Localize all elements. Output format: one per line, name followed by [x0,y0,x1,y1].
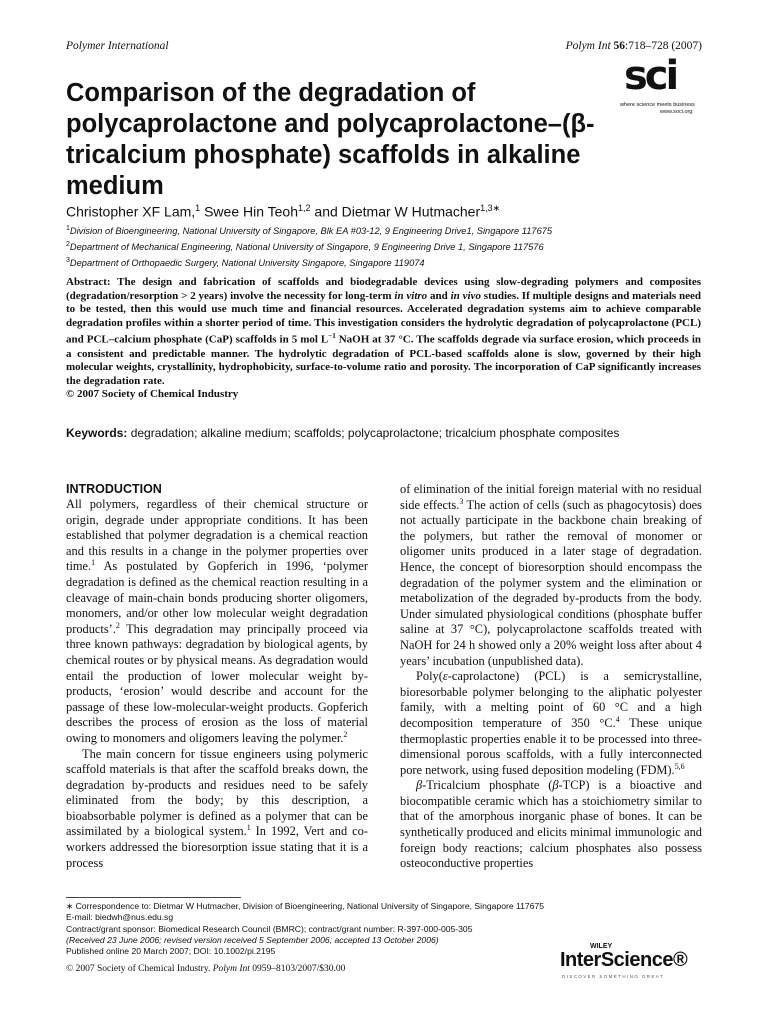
sci-tagline: where science meets business [620,102,695,108]
paragraph: of elimination of the initial foreign material with no residual side effects.$^3$ The action of cells (such as phagocytosis) does not actually participate in the backbone chain breaking of the polymers, but rather the removal of monomer or oligomer units produced in a later stage of degradation. Hence, the concept of bioresorption should encompass the degradation of the polymer system and the elimination or metabolization of the degraded by-products from the body. Under simulated physiological conditions (phosphate buffer saline at 37 °C), polycaprolactone scaffolds treated with NaOH for 24 h showed only a 20% weight loss after about 4 years’ incubation (unpublished data). [400,482,702,668]
correspondence: ∗ Correspondence to: Dietmar W Hutmacher, Division of Bioengineering, National University of Singapore, Singapore 117675 [66,901,545,911]
abstract: Abstract: The design and fabrication of scaffolds and biodegradable devices using slow-degrading polymers and composites (degradation/resorption > 2 years) involve the necessity for long-term in vitro and in vivo studies. If multiple designs and materials need to be tested, then this would use much time and financial resources. Accelerated degradation systems aim to achieve comparable degradation profiles within a shorter period of time. This investigation considers the hydrolytic degradation of polycaprolactone (PCL) and PCL–calcium phosphate (CaP) scaffolds in 5 mol $L^{-1}$ NaOH at 37 °C. The scaffolds degrade via surface erosion, which proceeds in a consistent and predictable manner. The hydrolytic degradation of PCL-based scaffolds alone is slow, governed by their high molecular weights, crystallinity, hydrophobicity, surface-to-volume ratio and porosity. The incorporation of CaP significantly increases the degradation rate. © 2007 Society of Chemical Industry [66,276,701,401]
paragraph: All polymers, regardless of their chemical structure or origin, degrade under appropriate conditions. It has been established that polymer degradation is a chemical reaction and this results in a change in the polymer properties over time.$^1$ As postulated by Gopferich in 1996, ‘polymer degradation is defined as the chemical reaction resulting in a cleavage of main-chain bonds producing shorter oligomers, monomers, and/or other low molecular weight degradation products’.$^2$ This degradation may principally proceed via three known pathways: degradation by biological agents, by chemical routes or by physical means. As degradation would entail the production of lower molecular weight by-products, ‘erosion’ would describe and account for the passage of these low-molecular-weight products. Gopferich describes the process of erosion as the loss of material owing to monomers and oligomers leaving the polymer.$^2$ [66,497,368,745]
wiley-interscience-logo [560,943,710,983]
author: Swee Hin Teoh [204,203,298,220]
published-online: Published online 20 March 2007; DOI: 10.1002/pi.2195 [66,946,276,957]
interscience-brand: InterScience® [560,949,688,971]
footnotes [66,901,586,957]
grant: Contract/grant sponsor: Biomedical Research Council (BMRC); contract/grant number: R-397-000-005-305 [66,923,473,934]
paragraph: The main concern for tissue engineers using polymeric scaffold materials is that after the scaffold breaks down, the degradation by-products and residues need to be safely eliminated from the body; by this description, a bioabsorbable polymer is defined as a polymer that can be assimilated by a biological system.$^1$ In 1992, Vert and co-workers addressed the bioresorption issue stating that it is a process [66,746,368,870]
journal-name: Polymer International [66,40,169,52]
citation: Polym Int 56:718–728 (2007) [565,40,702,52]
running-header [66,40,702,56]
keywords [66,426,706,440]
keywords-text: degradation; alkaline medium; scaffolds; polycaprolactone; tricalcium phosphate composites [127,426,620,440]
sci-logo-mark: sci [624,53,677,99]
paragraph: β-Tricalcium phosphate (β-TCP) is a bioactive and biocompatible ceramic which has a stoichiometry similar to that of the amorphous inorganic phase of bones. It can be synthetically produced and elicits minimal immunologic and foreign body reactions; calcium phosphates also possess osteoconductive properties [400,778,703,871]
footnote-rule [66,897,241,898]
article-title: Comparison of the degradation of polycaprolactone and polycaprolactone–(β-tricalcium phosphate) scaffolds in alkaline medium [66,79,595,200]
footer-copyright: © 2007 Society of Chemical Industry. Polym Int 0959–8103/2007/$30.00 [66,964,346,974]
affiliation: $^2$Department of Mechanical Engineering, National University of Singapore, 9 Engineering Drive 1, Singapore 117576 [66,241,544,253]
sci-url: www.soci.org [660,109,693,115]
interscience-tagline: DISCOVER SOMETHING GREAT [562,974,665,979]
wiley-label: WILEY [590,943,613,950]
email: E-mail: biedwh@nus.edu.sg [66,912,174,923]
column-right [400,482,702,872]
affiliations [66,222,706,270]
column-left [66,482,368,871]
author-list: Christopher XF Lam,$^1$ Swee Hin Teoh$^{1,2}$ and Dietmar W Hutmacher$^{1,3∗}$ [66,203,501,220]
affiliation: $^3$Department of Orthopaedic Surgery, National University Singapore, Singapore 119074 [66,257,425,269]
section-heading: INTRODUCTION [66,482,162,496]
keywords-label: Keywords: [66,426,128,440]
author: Christopher XF Lam, [66,203,196,220]
author: Dietmar W Hutmacher [341,203,481,220]
affiliation: $^1$Division of Bioengineering, National University of Singapore, Blk EA #03-12, 9 Engineering Drive1, Singapore 117675 [66,225,553,237]
abstract-copyright: © 2007 Society of Chemical Industry [66,388,239,401]
received-dates: (Received 23 June 2006; revised version received 5 September 2006; accepted 13 October 2006) [66,934,439,945]
paragraph: Poly(ε-caprolactone) (PCL) is a semicrystalline, bioresorbable polymer belonging to the aliphatic polyester family, with a melting point of 60 °C and a high decomposition temperature of 350 °C.$^4$ These unique thermoplastic properties enable it to be processed into three-dimensional porous scaffolds, with a fully interconnected pore network, using fused deposition modeling (FDM).$^{5,6}$ [400,669,702,777]
